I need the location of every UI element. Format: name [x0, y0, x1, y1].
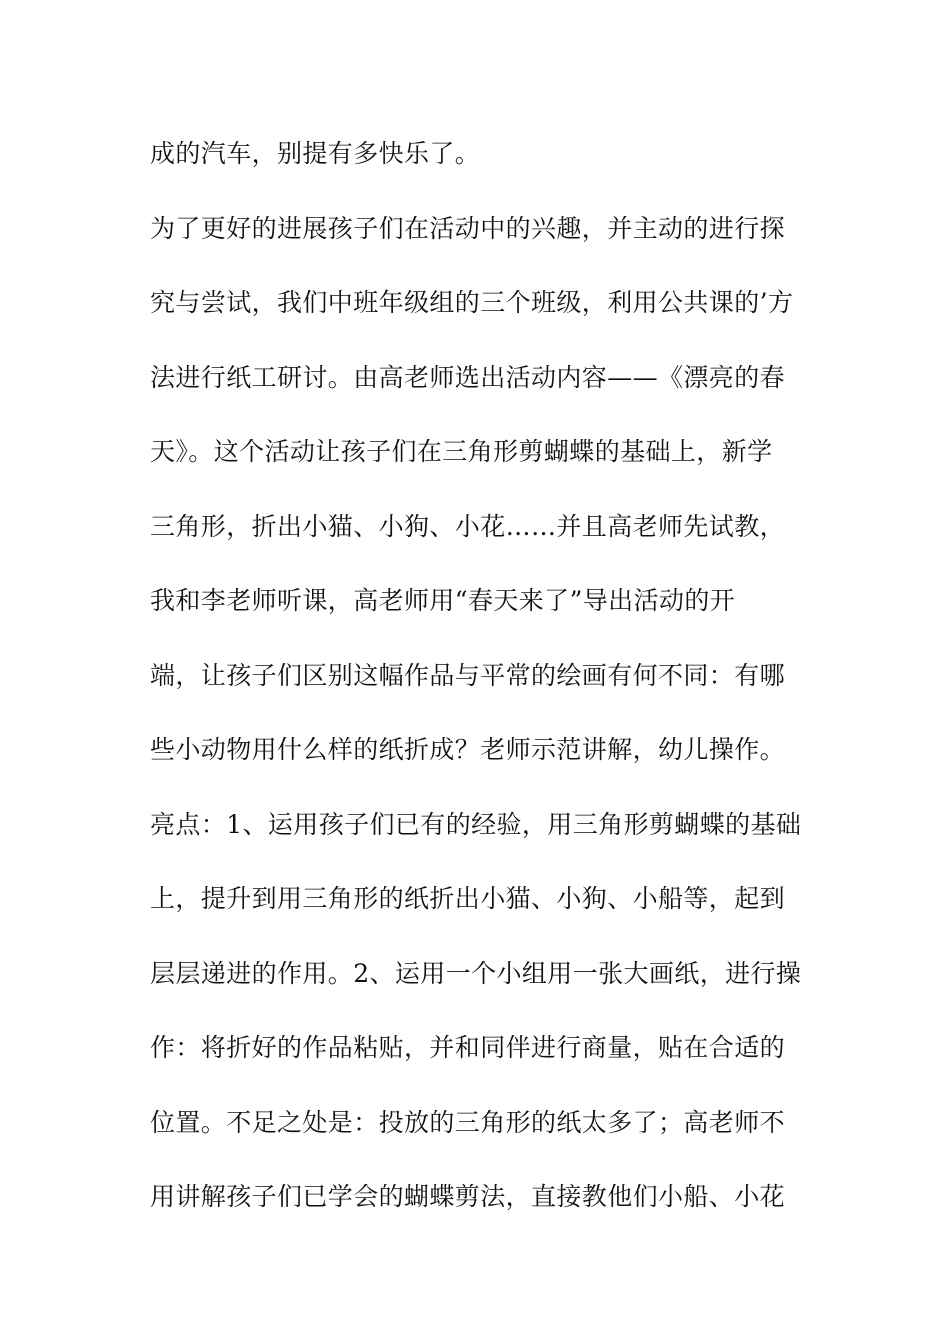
- text-line: 用讲解孩子们已学会的蝴蝶剪法，直接教他们小船、小花: [150, 1182, 786, 1211]
- text-line: 亮点：1、运用孩子们已有的经验，用三角形剪蝴蝶的基础: [150, 809, 802, 839]
- text-line: 层层递进的作用。2、运用一个小组用一张大画纸，进行操: [150, 958, 802, 988]
- text-line: 成的汽车，别提有多快乐了。: [150, 139, 481, 168]
- text-line: 天》。这个活动让孩子们在三角形剪蝴蝶的基础上，新学: [150, 437, 773, 466]
- text-line: 为了更好的进展孩子们在活动中的兴趣，并主动的进行探: [150, 213, 786, 243]
- text-line: 法进行纸工研讨。由高老师选出活动内容——《漂亮的春: [150, 362, 786, 392]
- text-line: 三角形，折出小猫、小狗、小花……并且高老师先试教，: [150, 511, 786, 541]
- text-line: 究与尝试，我们中班年级组的三个班级，利用公共课的’方: [150, 288, 794, 317]
- text-line: 些小动物用什么样的纸折成？老师示范讲解，幼儿操作。: [150, 735, 786, 764]
- text-line: 端，让孩子们区别这幅作品与平常的绘画有何不同：有哪: [150, 660, 786, 690]
- text-line: 上，提升到用三角形的纸折出小猫、小狗、小船等，起到: [150, 884, 786, 913]
- text-line: 我和李老师听课，高老师用“春天来了”导出活动的开: [150, 586, 736, 615]
- text-line: 位置。不足之处是：投放的三角形的纸太多了；高老师不: [150, 1107, 786, 1137]
- text-line: 作：将折好的作品粘贴，并和同伴进行商量，贴在合适的: [150, 1033, 786, 1062]
- document-body: [150, 128, 810, 1246]
